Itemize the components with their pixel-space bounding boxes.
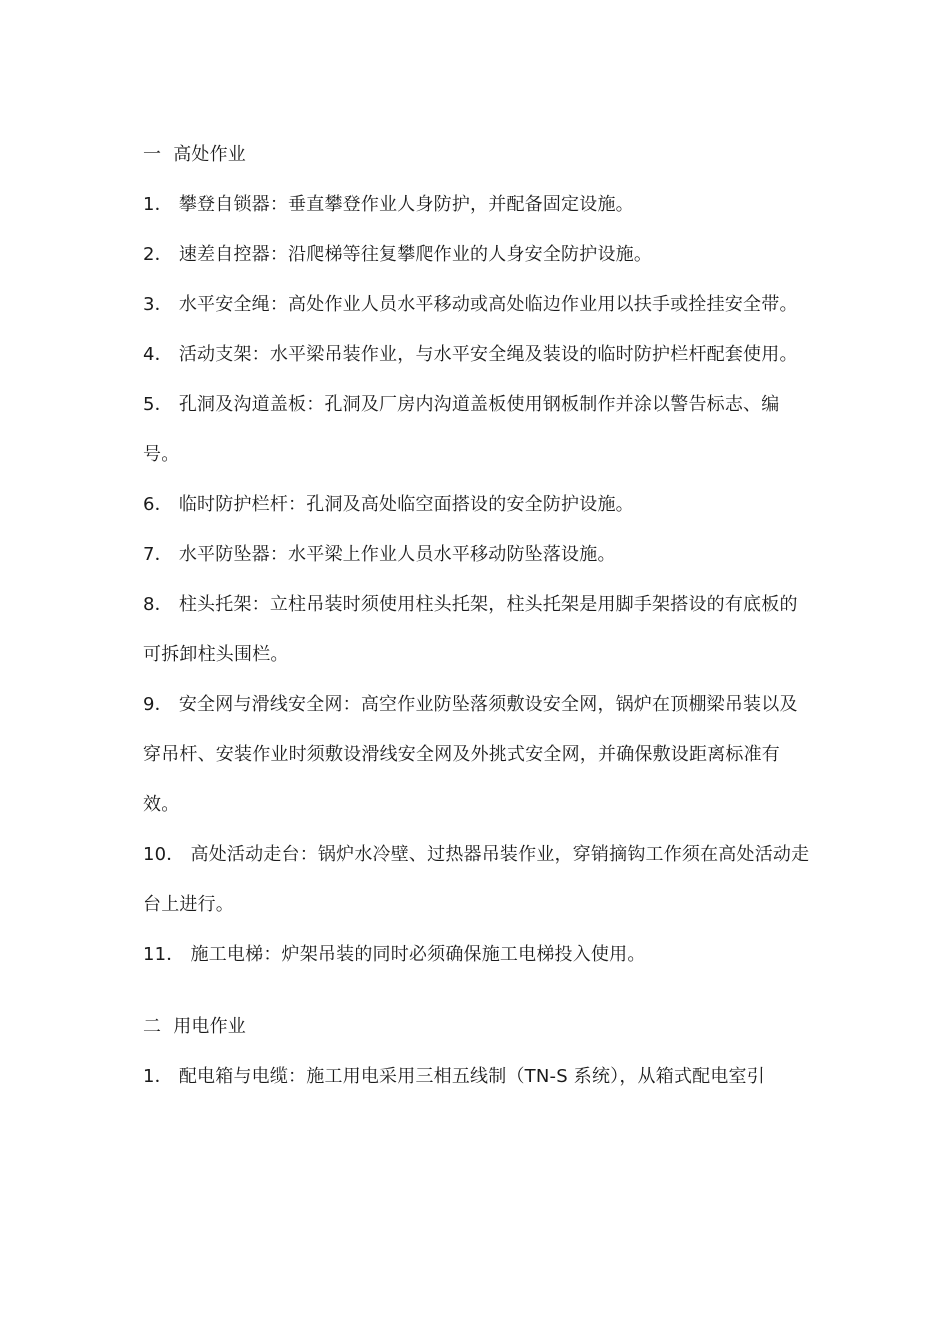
list-item	[143, 330, 813, 380]
item-index: 7．	[143, 544, 173, 565]
section-number: 一	[143, 144, 162, 165]
section-title: 用电作业	[173, 1016, 247, 1037]
item-index: 3．	[143, 294, 173, 315]
document-body	[143, 130, 813, 1102]
section-title: 高处作业	[173, 144, 247, 165]
item-text: 活动支架：水平梁吊装作业，与水平安全绳及装设的临时防护栏杆配套使用。	[178, 344, 798, 365]
item-index: 5．	[143, 394, 173, 415]
item-text: 柱头托架：立柱吊装时须使用柱头托架，柱头托架是用脚手架搭设的有底板的可拆卸柱头围栏。	[143, 594, 798, 665]
item-text: 孔洞及沟道盖板：孔洞及厂房内沟道盖板使用钢板制作并涂以警告标志、编号。	[143, 394, 780, 465]
item-index: 4．	[143, 344, 173, 365]
item-text: 攀登自锁器：垂直攀登作业人身防护，并配备固定设施。	[178, 194, 634, 215]
item-text: 速差自控器：沿爬梯等往复攀爬作业的人身安全防护设施。	[178, 244, 653, 265]
item-index: 1．	[143, 1066, 173, 1087]
list-item	[143, 580, 813, 680]
list-item	[143, 830, 813, 930]
item-text: 高处活动走台：锅炉水冷壁、过热器吊装作业，穿销摘钩工作须在高处活动走台上进行。	[143, 844, 810, 915]
list-item	[143, 530, 813, 580]
item-index: 11．	[143, 944, 185, 965]
list-item	[143, 930, 813, 980]
item-text: 水平安全绳：高处作业人员水平移动或高处临边作业用以扶手或拴挂安全带。	[178, 294, 798, 315]
item-index: 9．	[143, 694, 173, 715]
list-item	[143, 480, 813, 530]
list-item	[143, 380, 813, 480]
list-item	[143, 1052, 813, 1102]
item-index: 1．	[143, 194, 173, 215]
item-index: 8．	[143, 594, 173, 615]
list-item	[143, 280, 813, 330]
item-text: 安全网与滑线安全网：高空作业防坠落须敷设安全网，锅炉在顶棚梁吊装以及穿吊杆、安装作业时须敷设滑线安全网及外挑式安全网，并确保敷设距离标准有效。	[143, 694, 798, 815]
list-item	[143, 230, 813, 280]
list-item	[143, 180, 813, 230]
item-index: 6．	[143, 494, 173, 515]
item-index: 2．	[143, 244, 173, 265]
section-heading-electrical	[143, 1002, 813, 1052]
item-text: 临时防护栏杆：孔洞及高处临空面搭设的安全防护设施。	[178, 494, 634, 515]
item-text: 施工电梯：炉架吊装的同时必须确保施工电梯投入使用。	[190, 944, 646, 965]
list-item	[143, 680, 813, 830]
item-text: 水平防坠器：水平梁上作业人员水平移动防坠落设施。	[178, 544, 616, 565]
item-index: 10．	[143, 844, 185, 865]
item-text: 配电箱与电缆：施工用电采用三相五线制（TN-S 系统），从箱式配电室引	[178, 1066, 765, 1087]
section-heading-high-altitude	[143, 130, 813, 180]
section-number: 二	[143, 1016, 162, 1037]
